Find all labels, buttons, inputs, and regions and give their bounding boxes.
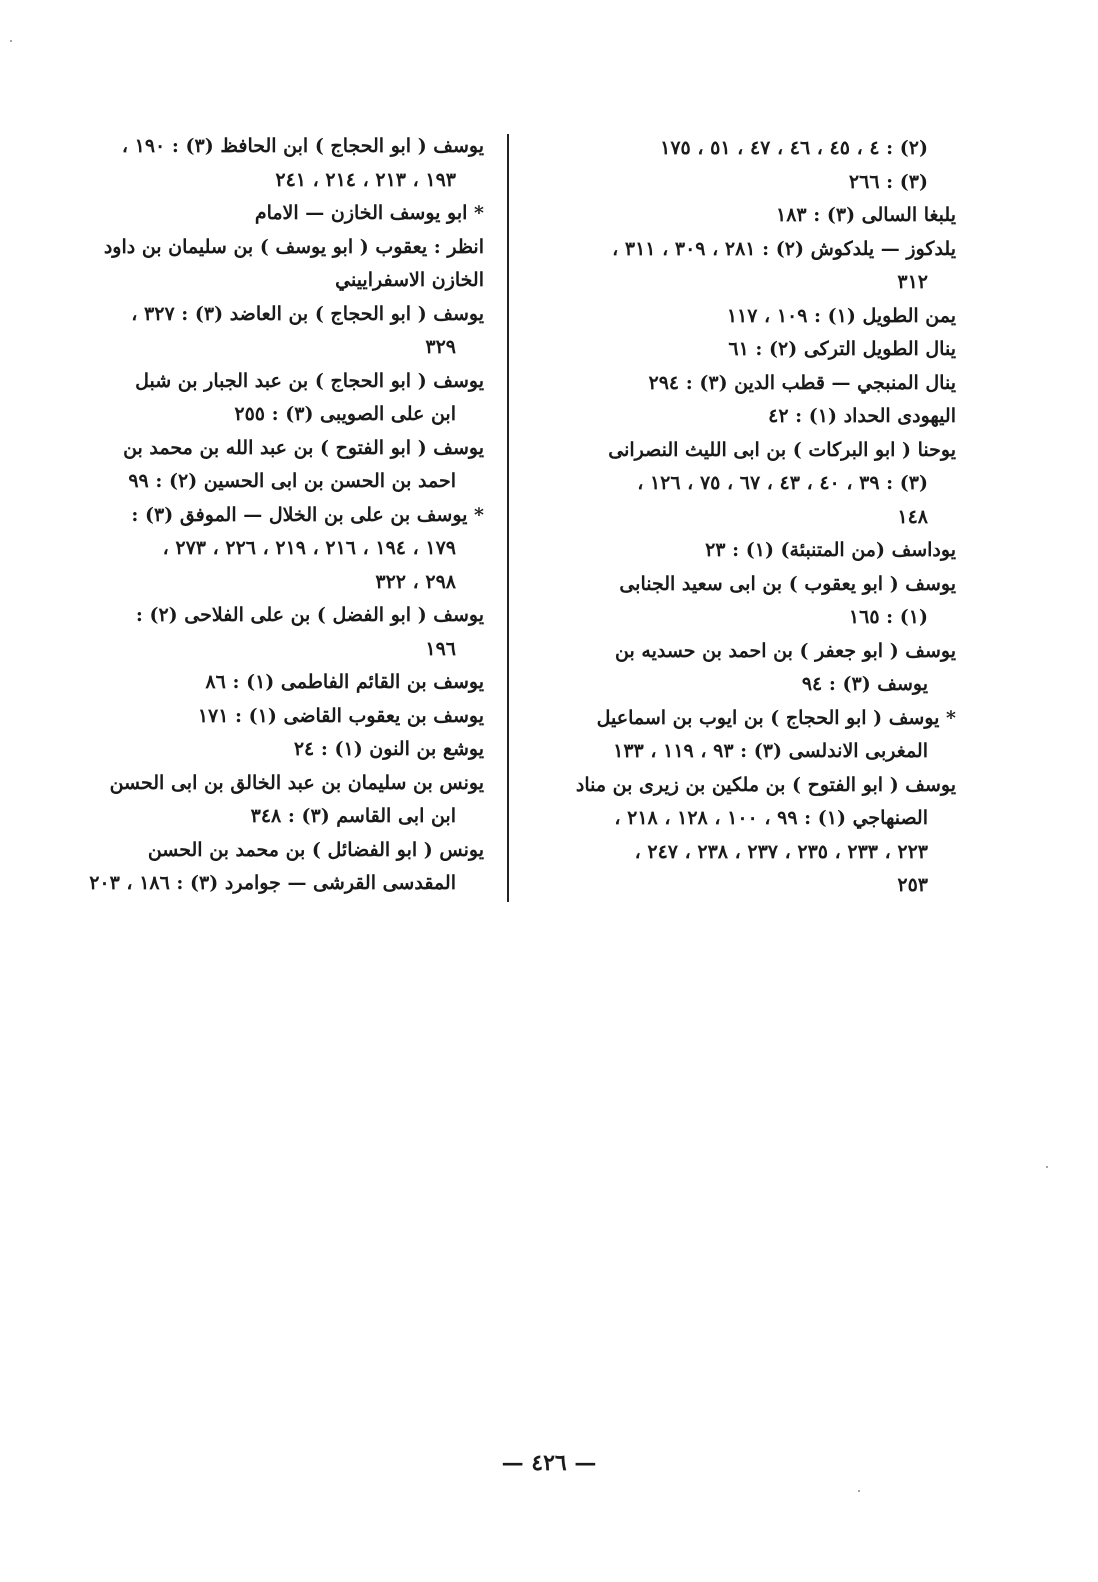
page-number: — ٤٢٦ — xyxy=(501,1450,597,1476)
index-line: ١٧٩ ، ١٩٤ ، ٢١٦ ، ٢١٩ ، ٢٢٦ ، ٢٧٣ ، xyxy=(162,537,456,559)
index-line: يوسف (٣) : ٩٤ xyxy=(801,673,928,695)
index-line: (٢) : ٤ ، ٤٥ ، ٤٦ ، ٤٧ ، ٥١ ، ١٧٥ xyxy=(660,137,928,159)
column-divider xyxy=(507,134,509,902)
index-line: ينال الطويل التركى (٢) : ٦١ xyxy=(728,338,956,360)
index-line: احمد بن الحسن بن ابى الحسين (٢) : ٩٩ xyxy=(128,470,456,492)
index-line: يونس بن سليمان بن عبد الخالق بن ابى الحسن xyxy=(109,771,484,794)
index-line: (١) : ١٦٥ xyxy=(848,606,928,628)
index-column-right xyxy=(528,132,956,903)
index-line: (٣) : ٢٦٦ xyxy=(848,170,928,193)
index-line: يوسف ( ابو الفضل ) بن على الفلاحى (٢) : xyxy=(135,604,484,626)
index-line: ١٩٣ ، ٢١٣ ، ٢١٤ ، ٢٤١ xyxy=(275,168,456,191)
index-line: ٢٩٨ ، ٣٢٢ xyxy=(375,570,456,593)
index-line: يمن الطويل (١) : ١٠٩ ، ١١٧ xyxy=(726,304,956,327)
index-line: يوحنا ( ابو البركات ) بن ابى الليث النصرانى xyxy=(608,438,956,461)
index-line: ٣٢٩ xyxy=(425,336,456,358)
scan-speck xyxy=(1046,1166,1048,1168)
index-line: ابن ابى القاسم (٣) : ٣٤٨ xyxy=(250,805,456,827)
index-line: يونس ( ابو الفضائل ) بن محمد بن الحسن xyxy=(147,838,484,861)
index-line: يوسف ( ابو الفتوح ) بن ملكين بن زيرى بن مناد xyxy=(575,773,956,796)
index-line: يوشع بن النون (١) : ٢٤ xyxy=(293,738,484,760)
index-line: (٣) : ٣٩ ، ٤٠ ، ٤٣ ، ٦٧ ، ٧٥ ، ١٢٦ ، xyxy=(637,472,928,494)
index-line: المغربى الاندلسى (٣) : ٩٣ ، ١١٩ ، ١٣٣ xyxy=(613,740,928,762)
scan-speck xyxy=(10,40,12,42)
index-line: يوسف ( ابو الحجاج ) بن عبد الجبار بن شبل xyxy=(135,369,484,392)
index-line: ٣١٢ xyxy=(897,271,928,293)
index-line: يوداسف (من المتنبئة) (١) : ٢٣ xyxy=(705,539,956,561)
index-column-left xyxy=(52,130,484,901)
index-line: يلبغا السالى (٣) : ١٨٣ xyxy=(776,204,956,226)
index-line: يوسف ( ابو الفتوح ) بن عبد الله بن محمد بن xyxy=(123,436,484,459)
index-line: الصنهاجي (١) : ٩٩ ، ١٠٠ ، ١٢٨ ، ٢١٨ ، xyxy=(614,807,928,829)
index-line: * ابو يوسف الخازن — الامام xyxy=(254,202,484,224)
index-line: يوسف ( ابو جعفر ) بن احمد بن حسديه بن xyxy=(615,639,956,662)
index-line: * يوسف ( ابو الحجاج ) بن ايوب بن اسماعيل xyxy=(596,706,956,729)
index-line: ينال المنبجي — قطب الدين (٣) : ٢٩٤ xyxy=(648,371,956,394)
index-line: يوسف بن القائم الفاطمى (١) : ٨٦ xyxy=(205,671,484,693)
index-line: يوسف ( ابو يعقوب ) بن ابى سعيد الجنابى xyxy=(619,572,956,595)
index-line: ١٩٦ xyxy=(425,637,456,660)
scan-speck xyxy=(858,1490,860,1492)
index-line: يوسف ( ابو الحجاج ) ابن الحافظ (٣) : ١٩٠ ، xyxy=(121,135,484,157)
index-line: ١٤٨ xyxy=(897,505,928,528)
index-line: انظر : يعقوب ( ابو يوسف ) بن سليمان بن داود xyxy=(103,235,484,258)
index-line: ٢٢٣ ، ٢٣٣ ، ٢٣٥ ، ٢٣٧ ، ٢٣٨ ، ٢٤٧ ، xyxy=(634,840,928,863)
index-line: يوسف بن يعقوب القاضى (١) : ١٧١ xyxy=(197,704,484,727)
index-line: الخازن الاسفراييني xyxy=(335,269,484,291)
index-line: * يوسف بن على بن الخلال — الموفق (٣) : xyxy=(131,503,484,526)
index-line: يوسف ( ابو الحجاج ) بن العاضد (٣) : ٣٢٧ ، xyxy=(131,302,484,325)
index-line: يلدكوز — يلدكوش (٢) : ٢٨١ ، ٣٠٩ ، ٣١١ ، xyxy=(612,237,956,260)
index-line: اليهودى الحداد (١) : ٤٢ xyxy=(768,405,956,427)
index-line: ٢٥٣ xyxy=(897,874,928,896)
index-line: المقدسى القرشى — جوامرد (٣) : ١٨٦ ، ٢٠٣ xyxy=(89,872,456,894)
index-line: ابن على الصويبى (٣) : ٢٥٥ xyxy=(234,403,456,425)
